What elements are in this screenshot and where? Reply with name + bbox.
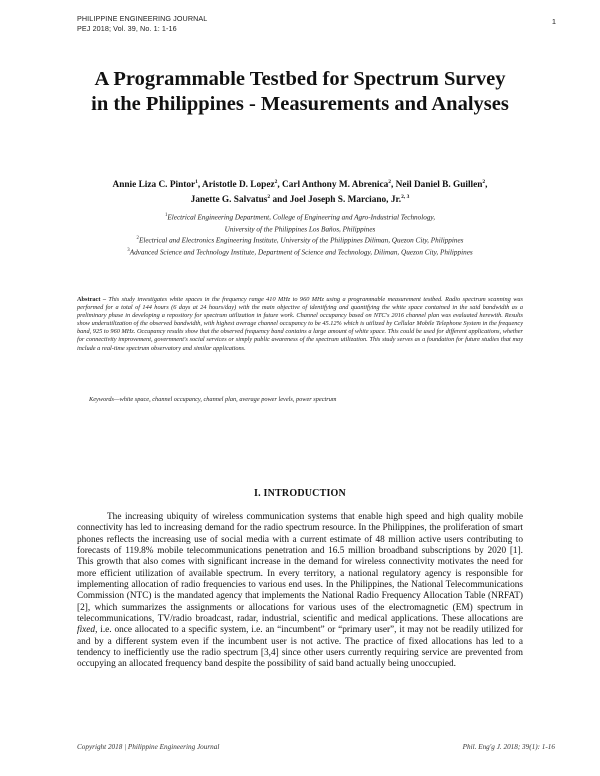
author-name: Neil Daniel B. Guillen [395,180,483,191]
affiliation-list [60,211,540,258]
abstract-label: Abstract – [77,296,109,303]
affiliation-text: Electrical and Electronics Engineering Institute, University of the Philippines Diliman, Quezon City, Philippines [138,236,464,245]
affiliation-text: Electrical Engineering Department, College of Engineering and Agro-Industrial Technology, [167,213,436,222]
author-affiliation-mark: 2 [274,179,278,185]
affiliation-text: Advanced Science and Technology Institute, Department of Science and Technology, Diliman, Quezon City, Philippines [129,248,473,257]
intro-emphasis-fixed: fixed [77,625,96,636]
intro-text-part-2: , i.e. once allocated to a specific system, i.e. an “incumbent” or “primary user”, it may not be readily utilized for and by a different system even if the incumbent user is not active. The practice of fixed allocations has led to a tendency to inefficiently use the radio spectrum [3,4] since other users currently requiring service are prevented from occupying an allocated frequency band despite the possibility of said band actually being unoccupied. [77,625,523,670]
intro-text-part-1: The increasing ubiquity of wireless communication systems that enable high speed and high quality mobile connectivity has led to increasing demand for the radio spectrum resource. In the Philippines, the proliferation of smart phones reflects the increasing use of social media with a current estimate of 48 million active users contributing to forecasts of 119.8% mobile telecommunications penetration and 16.5 million broadband subscriptions by 2020 [1]. This growth that also comes with significant increase in the demand for wireless connectivity motivates the need for more efficient utilization of available spectrum. In every territory, a national regulatory agency is responsible for implementing allocation of radio frequencies to various end uses. In the Philippines, the National Telecommunications Commission (NTC) is the mandated agency that implements the National Radio Frequency Allocation Table (NRFAT) [2], which summarizes the assignments or allocations for various uses of the electromagnetic (EM) spectrum in telecommunications, TV/radio broadcast, radar, industrial, scientific and medical applications. These allocations are [77,512,523,625]
author-separator: , [390,180,396,191]
author-separator: , [197,180,203,191]
affiliation-number: 3 [127,248,130,254]
author-list [60,176,540,206]
author-affiliation-mark: 2, 3 [401,194,410,201]
abstract [77,296,523,353]
journal-name: PHILIPPINE ENGINEERING JOURNAL [77,14,208,23]
affiliation-line [60,234,540,246]
author-name: Joel Joseph S. Marciano, Jr. [289,195,402,206]
author-name: Carl Anthony M. Abrenica [282,180,389,191]
author-affiliation-mark: 2 [388,179,391,185]
author-name: Janette G. Salvatus [190,195,268,206]
journal-citation: PEJ 2018; Vol. 39, No. 1: 1-16 [77,24,177,33]
affiliation-number: 1 [164,213,168,218]
footer-citation: Phil. Eng'g J. 2018; 39(1): 1-16 [462,743,555,751]
author-name: Annie Liza C. Pintor [112,180,196,191]
abstract-text: This study investigates white spaces in the frequency range 410 MHz to 960 MHz using a programmable measurement testbed. Radio spectrum scanning was performed for a total of 144 hours (6 days at 24 hours/day) with the main objective of identifying and quantifying the white space contained in the said bandwidth as a preliminary phase in developing a repository for spectrum utilization in future work. Channel occupancy based on NTC's 2016 channel plan was evaluated herewith. Results show underutilization of the observed bandwidth, with highest average channel occupancy to be 45.12% which is utilized by Cellular Mobile Telephone System in the frequency band, 925 to 960 MHz. Occupancy results show that the observed frequency band contains a large amount of white space. This could be used for different applications, whether for connectivity improvement, government's social services or simply public awareness of the spectrum utilization. This study serves as a foundation for future studies that may include a real-time spectrum observatory and similar applications. [77,296,523,352]
introduction-paragraph [77,512,523,671]
author-affiliation-mark: 2 [267,194,271,201]
author-separator: , [485,180,488,191]
keywords: Keywords—white space, channel occupancy, channel plan, average power levels, power spectrum [89,396,337,403]
running-head [77,14,207,34]
title-line-2: in the Philippines - Measurements and Analyses [91,93,509,115]
section-heading-introduction: I. INTRODUCTION [254,488,346,499]
page-number: 1 [551,17,556,26]
paper-title [40,67,560,117]
author-affiliation-mark: 1 [195,179,198,185]
affiliation-number: 2 [136,236,139,242]
author-name: Aristotle D. Lopez [202,180,275,191]
author-separator: and [270,195,290,206]
affiliation-line [60,246,540,258]
author-separator: , [277,180,282,191]
affiliation-line [60,211,540,223]
affiliation-text: University of the Philippines Los Baños, Philippines [224,225,376,234]
footer-copyright: Copyright 2018 | Philippine Engineering Journal [77,743,220,751]
affiliation-line [60,223,540,235]
author-affiliation-mark: 2 [482,179,486,185]
title-line-1: A Programmable Testbed for Spectrum Survey [94,68,506,90]
